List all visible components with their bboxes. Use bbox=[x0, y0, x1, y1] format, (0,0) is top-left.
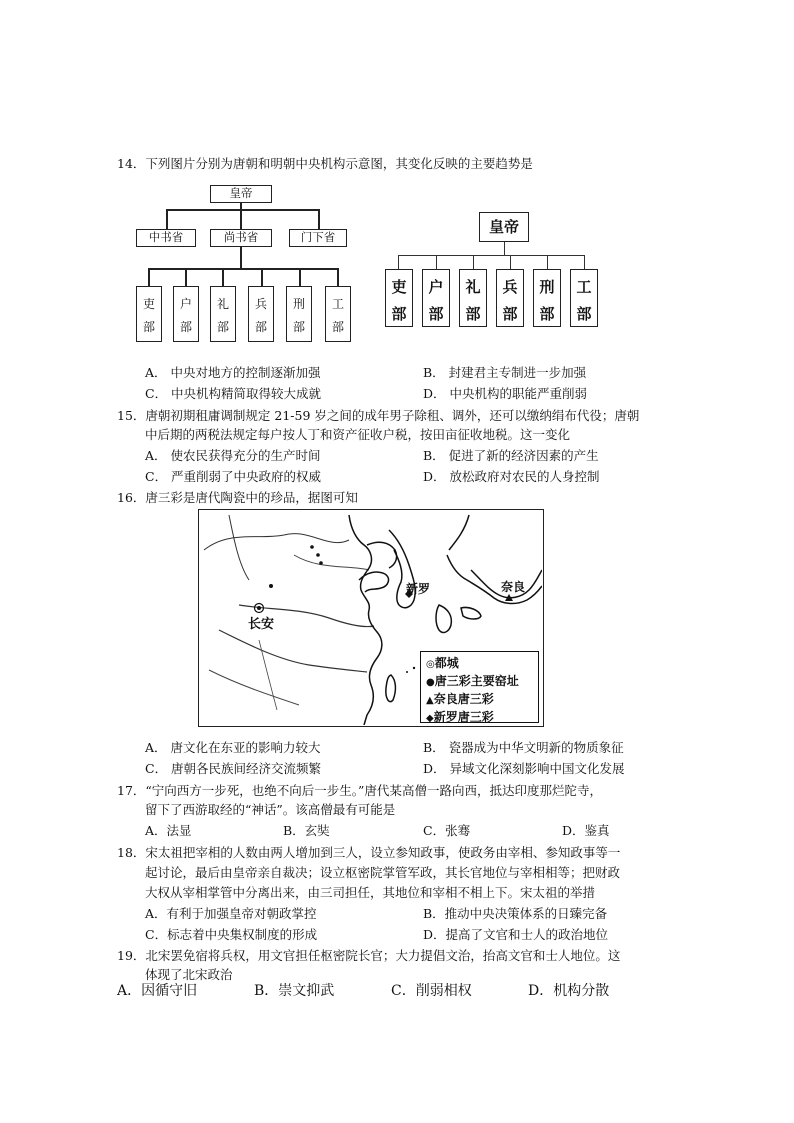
ming-bu-hu: 户 部 bbox=[422, 269, 450, 327]
ming-emperor-box: 皇帝 bbox=[479, 212, 529, 242]
q16-option-d[interactable]: D． 异域文化深刻影响中国文化发展 bbox=[423, 761, 625, 776]
tang-zhongshu-box: 中书省 bbox=[136, 229, 196, 247]
tang-sancai-map bbox=[198, 509, 544, 727]
q17-option-c[interactable]: C．张骞 bbox=[423, 823, 471, 838]
q18-stem-line2: 起讨论，最后由皇帝亲自裁决；设立枢密院掌管军政，其长官地位与宰相相等；把财政 bbox=[145, 865, 621, 880]
ming-bu-bing: 兵 部 bbox=[496, 269, 524, 327]
q14-option-d[interactable]: D． 中央机构的职能严重削弱 bbox=[423, 386, 587, 401]
q17-option-a[interactable]: A．法显 bbox=[145, 823, 192, 838]
tang-bu-gong: 工 部 bbox=[325, 286, 351, 342]
tang-bu-li2: 礼 部 bbox=[210, 286, 236, 342]
q16-stem: 16．唐三彩是唐代陶瓷中的珍品，据图可知 bbox=[117, 490, 358, 505]
tang-bu-hu: 户 部 bbox=[173, 286, 199, 342]
q18-option-a[interactable]: A．有利于加强皇帝对朝政掌控 bbox=[145, 906, 317, 921]
q16-option-c[interactable]: C． 唐朝各民族间经济交流频繁 bbox=[145, 761, 322, 776]
q15-option-c[interactable]: C． 严重削弱了中央政府的权威 bbox=[145, 469, 322, 484]
tang-bu-xing: 刑 部 bbox=[286, 286, 312, 342]
q19-option-a[interactable]: A．因循守旧 bbox=[117, 983, 198, 999]
legend-capital: ◎都城 bbox=[426, 656, 459, 670]
tang-bu-li: 吏 部 bbox=[136, 286, 162, 342]
q14-stem: 14．下列图片分别为唐朝和明朝中央机构示意图，其变化反映的主要趋势是 bbox=[117, 156, 533, 171]
q14-option-a[interactable]: A． 中央对地方的控制逐渐加强 bbox=[145, 365, 321, 380]
q19-stem-line2: 体现了北宋政治 bbox=[145, 967, 233, 982]
q19-stem-line1: 19．北宋罢免宿将兵权，用文官担任枢密院长官；大力提倡文治，抬高文官和士人地位。这 bbox=[117, 948, 621, 963]
q18-option-d[interactable]: D．提高了文官和士人的政治地位 bbox=[423, 927, 609, 942]
diamond-icon: ◆ bbox=[426, 713, 434, 724]
q14-option-b[interactable]: B． 封建君主专制进一步加强 bbox=[423, 365, 587, 380]
q14-option-c[interactable]: C． 中央机构精简取得较大成就 bbox=[145, 386, 322, 401]
triangle-icon: ▲ bbox=[426, 695, 434, 706]
q17-stem-line2: 留下了西游取经的“神话”。该高僧最有可能是 bbox=[145, 802, 396, 817]
q16-option-b[interactable]: B． 瓷器成为中华文明新的物质象征 bbox=[423, 740, 624, 755]
tang-emperor-box: 皇帝 bbox=[210, 185, 272, 203]
ming-bu-li2: 礼 部 bbox=[459, 269, 487, 327]
q18-stem-line3: 大权从宰相掌管中分离出来，由三司担任，其地位和宰相不相上下。宋太祖的举措 bbox=[145, 885, 596, 900]
q19-option-b[interactable]: B．崇文抑武 bbox=[254, 983, 335, 999]
q18-stem-line1: 18．宋太祖把宰相的人数由两人增加到三人，设立参知政事，使政务由宰相、参知政事等一 bbox=[117, 845, 621, 860]
legend-nara: ▲奈良唐三彩 bbox=[426, 692, 494, 706]
map-label-changan: 长安 bbox=[248, 617, 275, 632]
kiln-dot-icon: ● bbox=[426, 677, 435, 688]
q15-option-a[interactable]: A． 使农民获得充分的生产时间 bbox=[145, 448, 321, 463]
q17-option-b[interactable]: B．玄奘 bbox=[283, 823, 330, 838]
q19-option-d[interactable]: D．机构分散 bbox=[528, 983, 610, 999]
q17-option-d[interactable]: D．鉴真 bbox=[562, 823, 610, 838]
q18-option-c[interactable]: C．标志着中央集权制度的形成 bbox=[145, 927, 318, 942]
map-label-xinluo: 新罗 bbox=[406, 582, 431, 596]
tang-shangshu-box: 尚书省 bbox=[210, 229, 272, 247]
legend-silla: ◆新罗唐三彩 bbox=[426, 710, 494, 724]
capital-icon: ◎ bbox=[426, 659, 435, 670]
q15-option-d[interactable]: D． 放松政府对农民的人身控制 bbox=[423, 469, 600, 484]
q16-option-a[interactable]: A． 唐文化在东亚的影响力较大 bbox=[145, 740, 321, 755]
legend-kiln: ●唐三彩主要窑址 bbox=[426, 674, 519, 688]
tang-bu-bing: 兵 部 bbox=[248, 286, 274, 342]
tang-menxia-box: 门下省 bbox=[289, 229, 347, 247]
map-label-naliang: 奈良 bbox=[501, 580, 526, 594]
q15-stem-line1: 15．唐朝初期租庸调制规定 21-59 岁之间的成年男子除租、调外，还可以缴纳绢布代役；唐朝 bbox=[117, 408, 640, 423]
q19-option-c[interactable]: C．削弱相权 bbox=[391, 983, 472, 999]
map-legend bbox=[420, 651, 539, 723]
q15-stem-line2: 中后期的两税法规定每户按人丁和资产征收户税，按田亩征收地税。这一变化 bbox=[145, 427, 571, 442]
ming-bu-li: 吏 部 bbox=[385, 269, 413, 327]
q17-stem-line1: 17．“宁向西方一步死，也绝不向后一步生。”唐代某高僧一路向西，抵达印度那烂陀寺， bbox=[117, 783, 602, 798]
ming-bu-xing: 刑 部 bbox=[533, 269, 561, 327]
ming-bu-gong: 工 部 bbox=[570, 269, 598, 327]
q15-option-b[interactable]: B． 促进了新的经济因素的产生 bbox=[423, 448, 599, 463]
q18-option-b[interactable]: B．推动中央决策体系的日臻完备 bbox=[423, 906, 608, 921]
